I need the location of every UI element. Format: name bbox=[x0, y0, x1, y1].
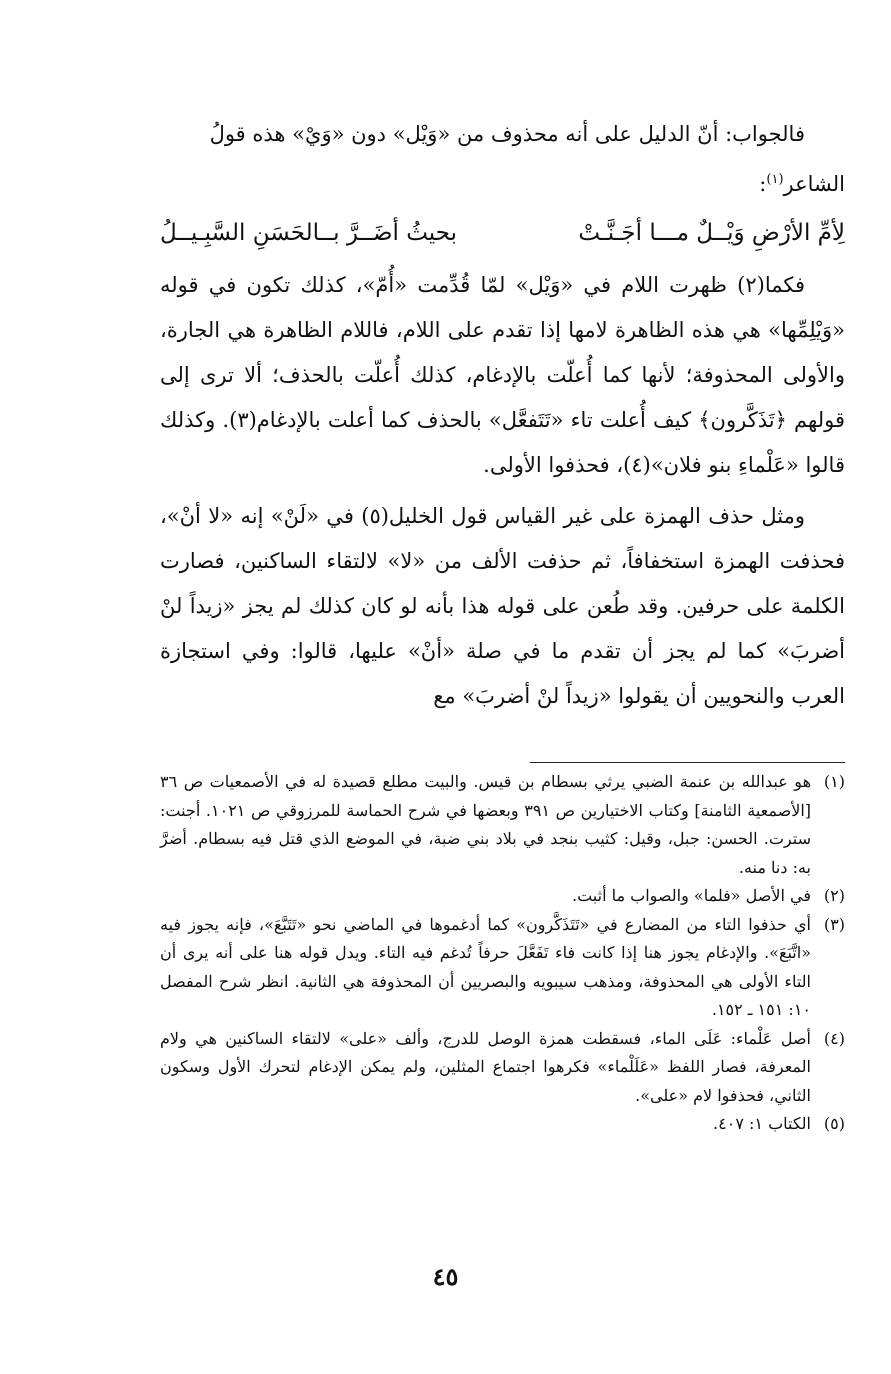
paragraph-1-line-1: فالجواب: أنّ الدليل على أنه محذوف من «وَيْل» دون «وَيْ» هذه قولُ bbox=[209, 122, 805, 146]
footnote-text: هو عبدالله بن عنمة الضبي يرثي بسطام بن قيس. والبيت مطلع قصيدة له في الأصمعيات ص ٣٦ [الأصمعية الثامنة] وكتاب الاختيارين ص ٣٩١ وبعضها في شرح الحماسة للمرزوقي ص ١٠٢١. أجنت: سترت. الحسن: جبل، وقيل: كثيب بنجد في بلاد بني ضبة، في الموضع الذي قتل فيه بسطام. أضرَّ به: دنا منه. bbox=[160, 772, 812, 877]
footnote-number: (٤) bbox=[823, 1028, 845, 1048]
footnote-2 bbox=[160, 882, 845, 911]
main-text bbox=[160, 112, 845, 719]
footnote-1 bbox=[160, 768, 845, 882]
paragraph-1-line-2 bbox=[160, 157, 845, 207]
footnote-number: (٣) bbox=[823, 914, 845, 934]
footnotes bbox=[160, 768, 845, 1139]
verse-second-hemistich: بحيثُ أضَــرَّ بــالحَسَنِ السَّبِـيــلُ bbox=[160, 220, 457, 246]
poetry-verse bbox=[160, 207, 845, 259]
footnote-number: (١) bbox=[823, 772, 845, 791]
footnote-text: أي حذفوا التاء من المضارع في «تَتَذَكَّرون» كما أدغموها في الماضي نحو «تَتَبَّعَ»، فإنه يجوز فيه «اتَّبَعَ». والإدغام يجوز هنا إذا كانت فاء تَفَعَّلَ حرفاً تُدغم فيه التاء. ويدل قوله هنا على أنه يرى أن التاء الأولى هي المحذوفة، ومذهب سيبويه والبصريين أن المحذوفة هي الثانية. انظر شرح المفصل ١٠: ١٥١ ـ ١٥٢. bbox=[160, 914, 811, 1019]
page-number: ٤٥ bbox=[432, 1262, 459, 1291]
paragraph-3: ومثل حذف الهمزة على غير القياس قول الخليل(٥) في «لَنْ» إنه «لا أنْ»، فحذفت الهمزة استخفافاً، ثم حذفت الألف من «لا» لالتقاء الساكنين، فصارت الكلمة على حرفين. وقد طُعن على قوله هذا بأنه لو كان كذلك لم يجز «زيداً لنْ أضربَ» كما لم يجز أن تقدم ما في صلة «أنْ» عليها، قالوا: وفي استجازة العرب والنحويين أن يقولوا «زيداً لنْ أضربَ» مع bbox=[160, 504, 845, 708]
footnote-4 bbox=[160, 1025, 845, 1111]
verse-first-hemistich: لِأمِّ الأرْضِ وَيْــلٌ مـــا أجَـنَّـتْ bbox=[578, 220, 845, 246]
poet-word: الشاعر bbox=[783, 172, 845, 196]
footnote-number: (٥) bbox=[823, 1114, 845, 1133]
footnote-text: الكتاب ١: ٤٠٧. bbox=[713, 1114, 811, 1133]
footnote-text: أصل عَلْماء: عَلَى الماء، فسقطت همزة الوصل للدرج، وألف «على» لالتقاء الساكنين هي ولام المعرفة، فصار اللفظ «عَلَلْماء» فكرهوا اجتماع المثلين، ولم يمكن الإدغام لتحرك الأول وسكون الثاني، فحذفوا لام «على». bbox=[160, 1028, 811, 1105]
paragraph-2: فكما(٢) ظهرت اللام في «وَيْل» لمّا قُدِّمت «أُمّ»، كذلك تكون في قوله «وَيْلِمِّها» هي هذه الظاهرة لامها إذا تقدم على اللام، فاللام الظاهرة هي الجارة، والأولى المحذوفة؛ لأنها كما أُعلّت بالإدغام، كذلك أُعلّت بالحذف؛ ألا ترى إلى قولهم ﴿تَذَكَّرون﴾ كيف أُعلت تاء «تَتَفعَّل» بالحذف كما أعلت بالإدغام(٣). وكذلك قالوا «عَلْماءِ بنو فلان»(٤)، فحذفوا الأولى. bbox=[160, 273, 845, 477]
colon: : bbox=[759, 172, 767, 196]
footnote-number: (٢) bbox=[823, 886, 845, 905]
footnote-5 bbox=[160, 1110, 845, 1139]
footnote-3 bbox=[160, 911, 845, 1025]
footnote-text: في الأصل «فلما» والصواب ما أثبت. bbox=[572, 886, 811, 905]
footnote-separator bbox=[530, 762, 845, 763]
footnote-ref-1: (١) bbox=[766, 172, 784, 187]
